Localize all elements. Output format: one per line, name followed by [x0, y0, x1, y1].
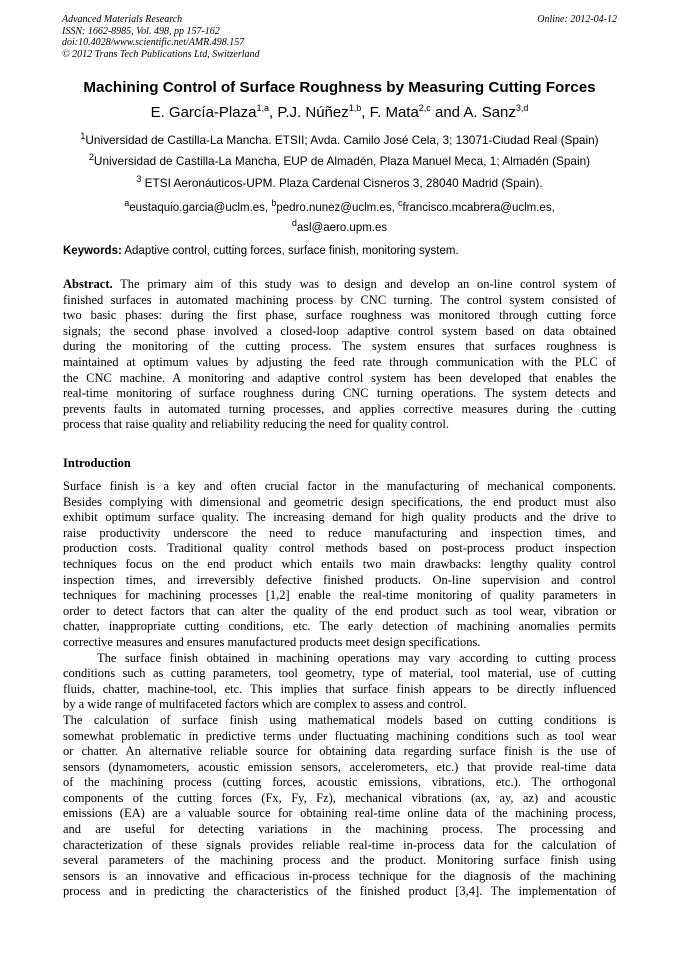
intro-line: several parameters of the machining process and the product. Monitoring surface finish using — [63, 853, 616, 868]
affiliation-sup: 3 — [136, 174, 142, 184]
intro-line: fluids, chatter, machine-tool, etc. This implies that surface finish appears to be directly influenced — [63, 681, 616, 696]
copyright-line: © 2012 Trans Tech Publications Ltd, Switzerland — [62, 48, 260, 60]
intro-line: raise productivity underscore the need to reduce manufacturing and inspection times, and — [63, 525, 616, 540]
affiliation-3 — [50, 174, 629, 190]
email-link[interactable]: eustaquio.garcia@uclm.es, — [129, 201, 272, 214]
keywords-text: Adaptive control, cutting forces, surface finish, monitoring system. — [121, 245, 459, 257]
intro-line: The calculation of surface finish using mathematical models based on cutting conditions is — [63, 712, 616, 727]
email-sup: d — [291, 217, 297, 228]
keywords-label: Keywords: — [63, 245, 122, 257]
email-link[interactable]: pedro.nunez@uclm.es, — [276, 201, 398, 214]
intro-line: corrective measures and ensures manufactured products meet design specifications. — [63, 634, 481, 649]
author-list — [62, 103, 617, 121]
intro-line: techniques focus on the end product which entails two main drawbacks: lengthy quality control — [63, 556, 616, 571]
author-separator: , — [268, 104, 278, 121]
author-sup: 1,b — [348, 103, 362, 113]
affiliation-sup: 2 — [88, 152, 94, 162]
issn-line: ISSN: 1662-8985, Vol. 498, pp 157-162 — [62, 25, 220, 37]
abstract-line: signals; the second phase involved a closed-loop adaptive control system based on data obtained — [63, 323, 616, 338]
keywords-line — [63, 245, 618, 257]
intro-line: chatter, inappropriate cutting conditions, etc. The early detection of machining anomalies permits — [63, 619, 616, 634]
intro-line: Surface finish is a key and often crucial factor in the manufacturing of mechanical components. — [63, 479, 616, 493]
abstract-line: finished surfaces in automated machining process by CNC turning. The control system consisted of — [63, 292, 616, 307]
journal-header — [62, 14, 617, 60]
abstract-line: real-time monitoring of surface roughness during CNC turning operations. The system detects and — [63, 386, 616, 401]
intro-line: conditions such as cutting parameters, tool geometry, type of material, tool material, use of cutting — [63, 666, 616, 681]
abstract-line: maintained at optimum values by adjusting the feed rate through communication with the PLC of — [63, 354, 616, 369]
journal-name: Advanced Materials Research — [62, 14, 183, 25]
author-separator: and — [430, 104, 464, 121]
paper-title: Machining Control of Surface Roughness by Measuring Cutting Forces — [83, 79, 596, 96]
intro-line: sensors (dynamometers, acoustic emission sensors, accelerometers, etc.) that provide real-time data — [63, 759, 616, 774]
affiliation-text: ETSI Aeronáuticos-UPM. Plaza Cardenal Cisneros 3, 28040 Madrid (Spain). — [141, 175, 543, 190]
abstract-line: Abstract. The primary aim of this study was to design and develop an on-line control system of — [63, 277, 616, 291]
abstract-line: during the monitoring of the cutting process. The system ensures that surfaces roughness is — [63, 339, 616, 354]
email-sup: b — [271, 198, 277, 208]
email-link[interactable]: asl@aero.upm.es — [296, 221, 388, 234]
intro-line: production costs. Traditional quality control methods based on post-process product inspection — [63, 541, 616, 556]
email-sup: c — [397, 198, 403, 208]
affiliation-text: Universidad de Castilla-La Mancha, EUP de Almadén, Plaza Manuel Meca, 1; Almadén (Spain) — [93, 153, 591, 168]
doi-line[interactable]: doi:10.4028/www.scientific.net/AMR.498.157 — [62, 37, 245, 48]
author-sup: 1,a — [256, 103, 269, 113]
intro-line: techniques for machining processes [1,2] enable the real-time monitoring of quality parameters in — [63, 588, 616, 603]
abstract-line: process that raise quality and reliability reducing the need for quality control. — [63, 417, 449, 432]
intro-line: order to detect factors that can alter the quality of the end product such as tool wear, vibration or — [63, 603, 616, 618]
author-separator: , — [361, 104, 370, 121]
author-sup: 3,d — [515, 103, 529, 113]
abstract-line: two basic phases: during the first phase, surface roughness was monitored through cutting force — [63, 308, 616, 323]
affiliation-sup: 1 — [80, 131, 86, 141]
intro-line: and are useful for detecting variations in the machining process. The processing and — [63, 822, 616, 837]
intro-line: or chatter. An alternative reliable source for obtaining data regarding surface finish is the use of — [63, 744, 616, 759]
abstract-label: Abstract. — [63, 277, 113, 291]
author-name: A. Sanz — [463, 104, 516, 121]
intro-line: The surface finish obtained in machining operations may vary according to cutting process — [63, 650, 616, 665]
section-heading-introduction: Introduction — [63, 456, 131, 470]
intro-line: characterization of these signals provides reliable real-time in-process data for the calculation of — [63, 837, 616, 852]
email-line — [62, 196, 617, 216]
email-line — [62, 216, 617, 236]
affiliation-1 — [50, 131, 629, 147]
affiliation-2 — [50, 152, 629, 168]
intro-line: inspection times, and irreversibly defective finished products. On-line supervision and control — [63, 572, 616, 587]
abstract-block — [63, 277, 616, 433]
intro-line: sensors is an innovative and efficacious in-process technique for the diagnosis of the machining — [63, 868, 616, 883]
abstract-line: prevents faults in automated turning processes, and applies corrective measures during the cutting — [63, 401, 616, 416]
email-block — [62, 196, 617, 236]
author-sup: 2,c — [418, 103, 431, 113]
author-name: F. Mata — [369, 104, 419, 121]
intro-line: emissions (EA) are a valuable source for obtaining real-time online data of the machining process, — [63, 806, 616, 821]
affiliation-text: Universidad de Castilla-La Mancha. ETSII; Avda. Camilo José Cela, 3; 13071-Ciudad Real (Spain) — [85, 132, 599, 147]
online-date: Online: 2012-04-12 — [537, 14, 617, 25]
intro-line: components of the cutting forces (Fx, Fy, Fz), mechanical vibrations (ax, ay, az) and acoustic — [63, 790, 616, 805]
author-name: P.J. Núñez — [277, 104, 349, 121]
intro-line: of the machining process (cutting forces, acoustic emissions, vibrations, etc.). The orthogonal — [63, 775, 616, 790]
introduction-block — [63, 479, 616, 900]
email-link[interactable]: francisco.mcabrera@uclm.es, — [402, 201, 555, 214]
intro-line: somewhat problematic in predictive terms under fluctuating machining conditions such as tool wear — [63, 728, 616, 743]
intro-line: exhibit optimum surface quality. The increasing demand for high quality products and the drive to — [63, 510, 616, 525]
intro-line: process and in predicting the characteristics of the finished product [3,4]. The implementation of — [63, 884, 616, 899]
intro-line: Besides complying with dimensional and geometric design specifications, the end product must also — [63, 494, 616, 509]
abstract-line: the CNC machine. A monitoring and adaptive control system has been developed that enables the — [63, 370, 616, 385]
email-sup: a — [124, 198, 130, 208]
author-name: E. García-Plaza — [150, 104, 257, 121]
intro-line: by a wide range of multifaceted factors which are complex to assess and control. — [63, 697, 467, 712]
